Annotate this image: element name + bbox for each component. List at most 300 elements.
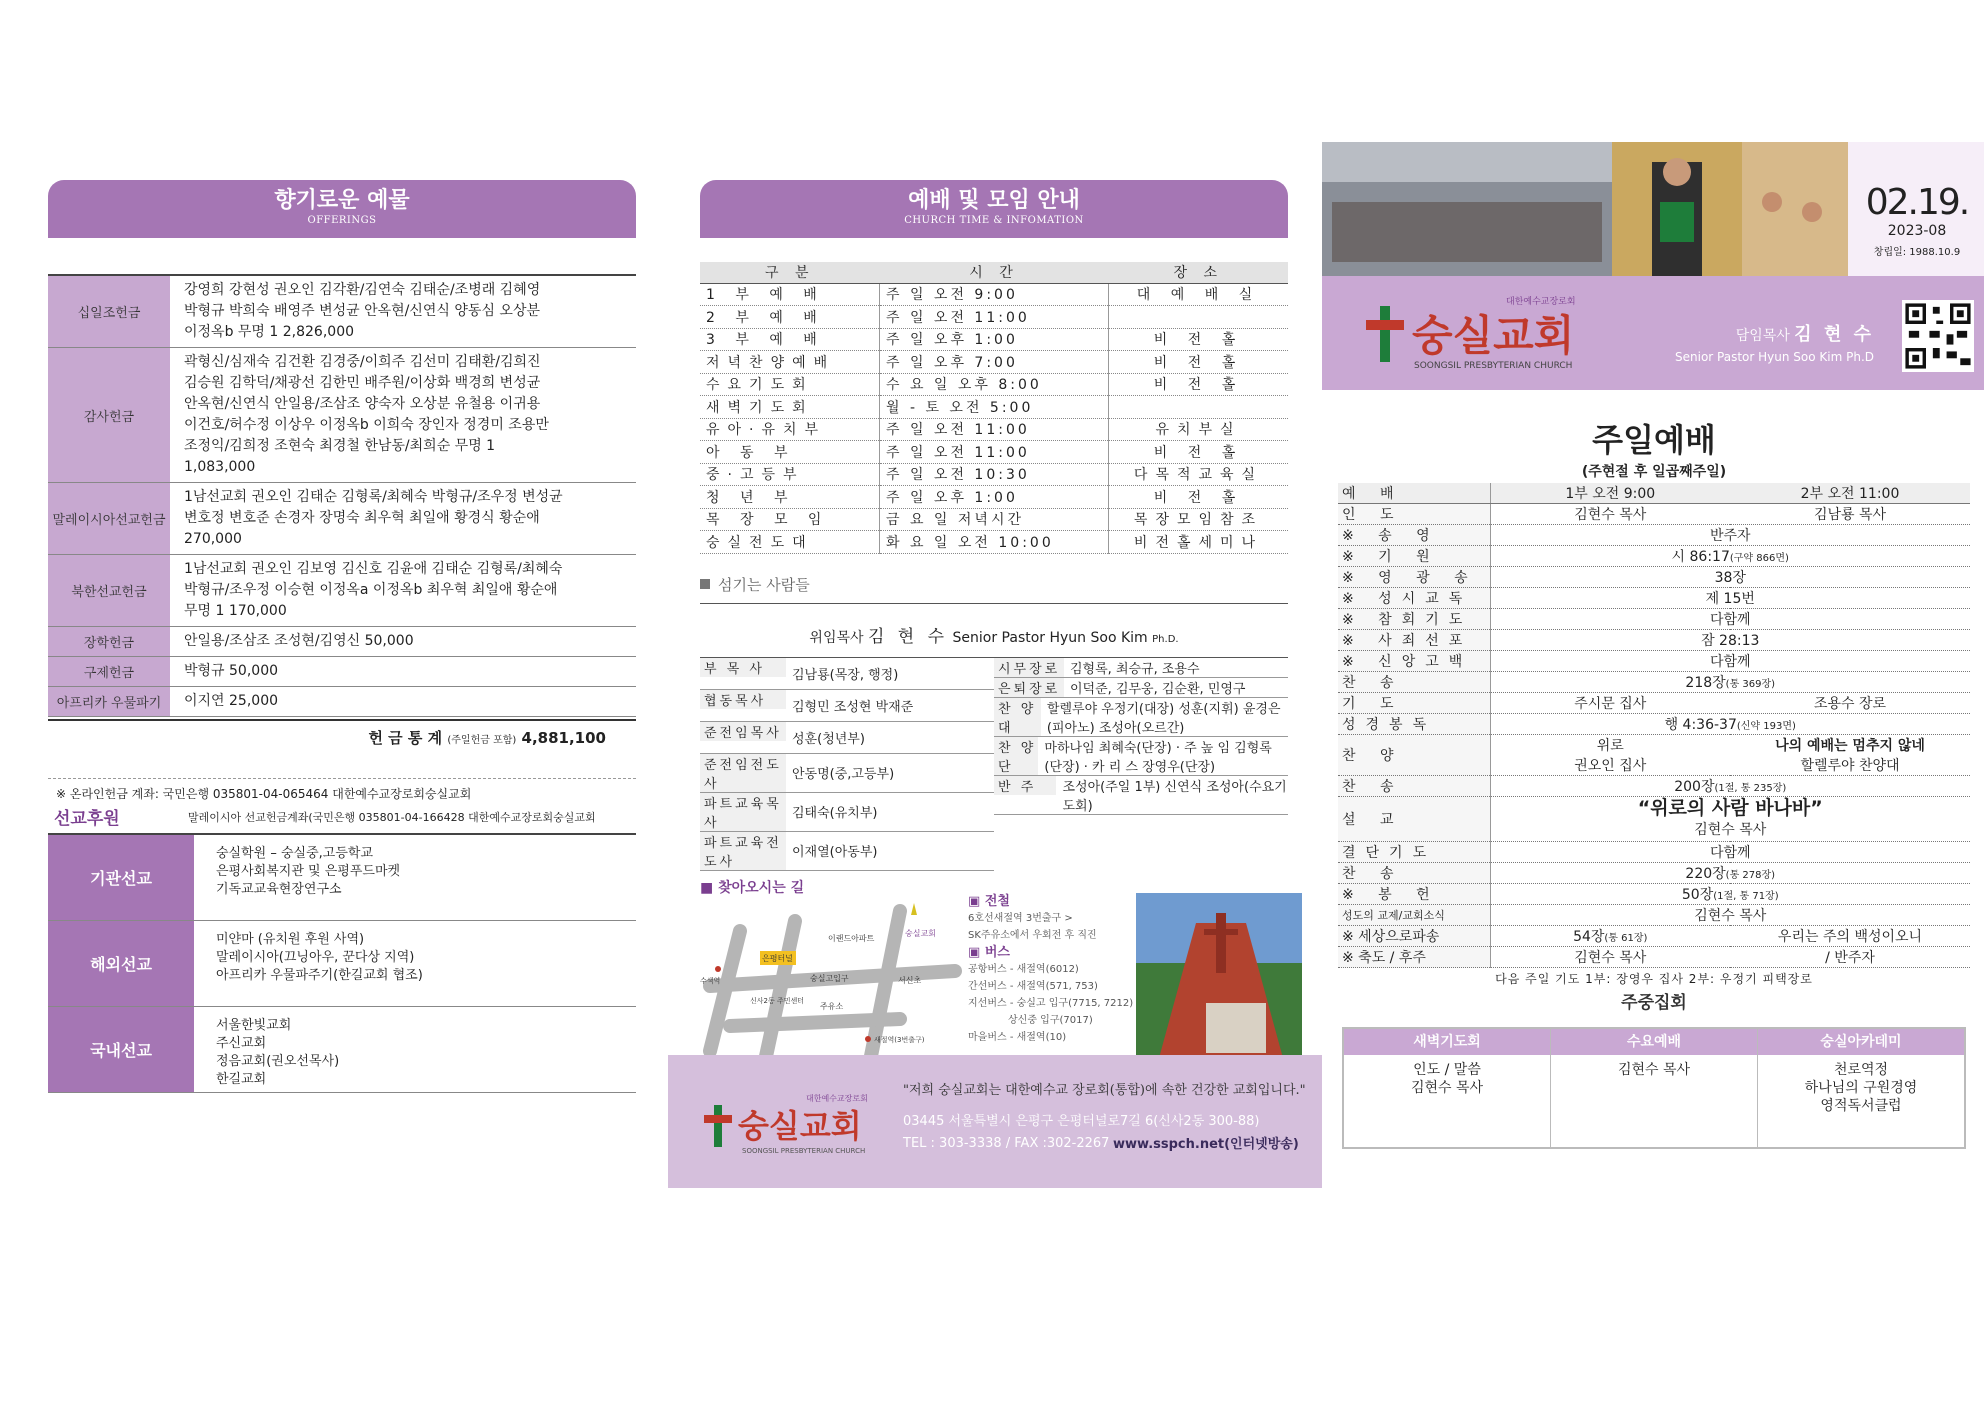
server-role: 은퇴장로 — [994, 678, 1064, 697]
offerings-title: 향기로운 예물 — [274, 188, 410, 213]
weekly-body — [1344, 1055, 1550, 1147]
mission-label: 기관선교 — [48, 835, 194, 920]
footer-quote: "저희 숭실교회는 대한예수교 장로회(통합)에 속한 건강한 교회입니다." — [903, 1083, 1306, 1098]
offering-names — [170, 555, 636, 626]
schedule-event: 저녁찬양예배 — [700, 351, 879, 374]
mission-list — [194, 835, 422, 920]
map-label: 새절역(3번출구) — [874, 1035, 925, 1044]
worship-value — [1490, 776, 1970, 797]
schedule-row — [700, 373, 1288, 396]
map-label: 수색역 — [700, 976, 721, 985]
servers-heading — [700, 574, 1288, 595]
offering-row — [48, 348, 636, 483]
offering-line: 270,000 — [184, 531, 242, 547]
schedule-place: 유치부실 — [1109, 418, 1288, 441]
anthem-first-service — [1490, 735, 1730, 776]
server-row — [994, 737, 1288, 776]
qr-code-icon[interactable] — [1902, 300, 1974, 372]
worship-value — [1490, 842, 1970, 863]
worship-second-service: 2부 오전 11:00 — [1730, 483, 1970, 504]
schedule-time: 화 요 일 오전 10:00 — [879, 531, 1108, 554]
offering-line: 박형규 50,000 — [184, 663, 279, 679]
offerings-table — [48, 274, 636, 717]
offering-row — [48, 657, 636, 687]
bus-line: 상신중 입구(7017) — [1008, 1014, 1093, 1026]
anthem-title: 나의 예배는 멈추지 않네 — [1775, 738, 1925, 754]
schedule-place: 비 전 홀 — [1109, 373, 1288, 396]
worship-item: 찬 송 — [1338, 776, 1490, 797]
worship-value — [1490, 672, 1970, 693]
server-role: 부 목 사 — [700, 658, 786, 677]
head-pastor — [1634, 320, 1874, 364]
mission-label: 해외선교 — [48, 921, 194, 1006]
map-diagram[interactable] — [700, 901, 965, 1071]
schedule-panel — [700, 180, 1288, 1081]
schedule-row — [700, 328, 1288, 351]
offering-line: 1남선교회 권오인 김태순 김형록/최혜숙 박형규/조우정 변성균 — [184, 489, 563, 505]
map-label: 주유소 — [820, 1001, 844, 1011]
map-label: 서신초 — [898, 975, 922, 985]
worship-value-note: (구약 866면) — [1729, 553, 1789, 564]
server-role: 찬 양 대 — [994, 698, 1041, 736]
offerings-subtitle: OFFERINGS — [307, 215, 377, 226]
weekly-line: 천로역정 — [1833, 1062, 1889, 1078]
worship-value — [1490, 884, 1970, 905]
schedule-place: 비 전 홀 — [1109, 328, 1288, 351]
worship-value-note: (1절, 통 71장) — [1713, 891, 1779, 902]
schedule-time: 주 일 오전 11:00 — [879, 418, 1108, 441]
weekly-line: 김현수 목사 — [1617, 1062, 1691, 1078]
online-account — [48, 778, 636, 829]
mission-table — [48, 833, 636, 1093]
worship-value-note: (신약 193면) — [1736, 721, 1796, 732]
mission-row — [48, 921, 636, 1007]
worship-value — [1490, 546, 1970, 567]
schedule-event: 목 장 모 임 — [700, 508, 879, 531]
server-role: 시무장로 — [994, 658, 1064, 677]
senior-pastor-name: 김 현 수 — [867, 626, 949, 647]
weekly-line: 인도 / 말씀 — [1413, 1062, 1481, 1078]
offering-label: 구제헌금 — [48, 657, 170, 686]
schedule-row — [700, 418, 1288, 441]
server-row — [994, 678, 1288, 698]
worship-value-text: 다함께 — [1709, 845, 1751, 861]
worship-value-text: 38장 — [1714, 570, 1746, 586]
worship-first-service: 주시문 집사 — [1490, 693, 1730, 714]
bus-title: ▣ 버스 — [968, 944, 1010, 960]
subway-line: SK주유소에서 우회전 후 직진 — [968, 929, 1097, 941]
offering-label: 말레이시아선교헌금 — [48, 483, 170, 554]
malaysia-account-line: 말레이시아 선교헌금계좌(국민은행 035801-04-166428 대한예수교장로회숭실교회 — [188, 810, 596, 824]
worship-item: ※ 축도 / 후주 — [1338, 947, 1490, 968]
server-role: 협동목사 — [700, 690, 786, 709]
worship-value-text: 잠 28:13 — [1701, 633, 1760, 649]
mission-item: 정음교회(권오선목사) — [216, 1054, 340, 1069]
worship-item: 찬 송 — [1338, 863, 1490, 884]
server-row — [700, 754, 994, 793]
worship-row — [1338, 546, 1970, 567]
schedule-place: 비 전 홀 — [1109, 441, 1288, 464]
weekly-header: 새벽기도회 — [1344, 1029, 1550, 1055]
worship-value — [1490, 905, 1970, 926]
worship-row — [1338, 483, 1970, 504]
offering-label: 장학헌금 — [48, 627, 170, 656]
bus-line: 공항버스 - 새절역(6012) — [968, 963, 1079, 975]
mission-item: 주신교회 — [216, 1036, 267, 1051]
schedule-banner — [700, 180, 1288, 238]
schedule-time: 주 일 오후 7:00 — [879, 351, 1108, 374]
worship-row — [1338, 905, 1970, 926]
offering-row — [48, 483, 636, 555]
worship-item: ※ 영 광 송 — [1338, 567, 1490, 588]
offering-line: 김승원 김학덕/채광선 김한민 배주원/이상화 백경희 변성균 — [184, 375, 541, 391]
worship-item: 성경봉독 — [1338, 714, 1490, 735]
mission-item: 숭실학원 – 숭실중,고등학교 — [216, 846, 374, 861]
worship-item: 기 도 — [1338, 693, 1490, 714]
online-account-line: ※ 온라인헌금 계좌: 국민은행 035801-04-065464 대한예수교장로회숭실교회 — [56, 787, 472, 801]
worship-value-text: 다함께 — [1709, 654, 1751, 670]
worship-value-text: 다함께 — [1709, 612, 1751, 628]
bus-line: 지선버스 - 숭실고 입구(7715, 7212) — [968, 997, 1134, 1009]
church-logo-en: SOONGSIL PRESBYTERIAN CHURCH — [1414, 361, 1573, 371]
worship-row — [1338, 842, 1970, 863]
worship-row — [1338, 651, 1970, 672]
worship-row — [1338, 714, 1970, 735]
schedule-place: 목장모임참조 — [1109, 508, 1288, 531]
worship-first-service: 김현수 목사 — [1490, 504, 1730, 525]
schedule-row — [700, 508, 1288, 531]
offering-label: 아프리카 우물파기 — [48, 687, 170, 716]
worship-item: ※ 신앙고백 — [1338, 651, 1490, 672]
church-header — [1322, 142, 1984, 390]
church-main-logo-icon — [1366, 292, 1606, 372]
church-logo-icon — [704, 1087, 894, 1157]
mission-row — [48, 835, 636, 921]
subway-line: 6호선새절역 3번출구 > — [968, 912, 1073, 924]
square-bullet-icon — [700, 579, 710, 589]
footer-website-link[interactable]: www.sspch.net(인터넷방송) — [1113, 1137, 1299, 1152]
offering-names — [170, 348, 636, 482]
schedule-event: 1 부 예 배 — [700, 283, 879, 306]
server-role: 파트교육목사 — [700, 793, 786, 831]
schedule-header: 구 분 — [700, 262, 879, 283]
offering-line: 이정옥b 무명 1 2,826,000 — [184, 324, 355, 340]
anthem-title: 위로 — [1596, 738, 1624, 754]
offering-names — [170, 657, 636, 686]
schedule-header: 장 소 — [1109, 262, 1288, 283]
offering-line: 이지연 25,000 — [184, 693, 279, 709]
worship-row — [1338, 735, 1970, 776]
worship-value-note: (통 278장) — [1725, 870, 1776, 881]
pastor-name: 김 현 수 — [1794, 324, 1874, 345]
footer-address-line: 03445 서울특별시 은평구 은평터널로7길 6(신사2동 300-88) — [903, 1114, 1260, 1129]
schedule-time: 금 요 일 저녁시간 — [879, 508, 1108, 531]
offering-line: 안옥현/신연식 안일용/조삼조 양숙자 오상분 유철용 이귀용 — [184, 396, 541, 412]
schedule-place: 비전홀세미나 — [1109, 531, 1288, 554]
offerings-total-label: 헌 금 통 계 — [368, 729, 443, 747]
mission-item: 은평사회복지관 및 은평푸드마켓 — [216, 864, 401, 879]
schedule-table — [700, 262, 1288, 554]
weekly-line: 영적독서클럽 — [1820, 1098, 1902, 1114]
worship-item: 성도의 교제/교회소식 — [1338, 905, 1490, 926]
mission-row — [48, 1007, 636, 1093]
worship-item: 찬 양 — [1338, 735, 1490, 776]
offering-line: 1,083,000 — [184, 459, 256, 475]
worship-value — [1490, 588, 1970, 609]
church-logo-name: 숭실교회 — [1412, 311, 1575, 360]
schedule-event: 아 동 부 — [700, 441, 879, 464]
worship-value — [1490, 525, 1970, 546]
server-row — [700, 690, 994, 722]
station-icon — [715, 966, 721, 972]
schedule-place — [1109, 306, 1288, 329]
schedule-row — [700, 531, 1288, 554]
worship-row — [1338, 504, 1970, 525]
senior-pastor-en: Senior Pastor Hyun Soo Kim — [952, 629, 1148, 646]
schedule-event: 3 부 예 배 — [700, 328, 879, 351]
sending-hymn-title: 우리는 주의 백성이오니 — [1730, 926, 1970, 947]
schedule-place: 비 전 홀 — [1109, 351, 1288, 374]
worship-item: ※ 사죄선포 — [1338, 630, 1490, 651]
anthem-second-service — [1730, 735, 1970, 776]
server-name: 마하나임 최혜숙(단장) · 주 높 임 김형록(단장) · 카 리 스 장영우(단장) — [1044, 740, 1272, 775]
server-role: 준전임전도사 — [700, 754, 786, 792]
schedule-row — [700, 396, 1288, 419]
worship-title: 주일예배 — [1592, 421, 1716, 459]
offering-line: 곽형신/심재숙 김건환 김경중/이희주 김선미 김태환/김희진 — [184, 354, 541, 370]
schedule-time: 주 일 오전 11:00 — [879, 441, 1108, 464]
worship-row — [1338, 525, 1970, 546]
server-row — [994, 658, 1288, 678]
church-building-photo — [1136, 893, 1302, 1069]
servers-right-column — [994, 658, 1288, 871]
server-name: 김형록, 최승규, 조용수 — [1070, 661, 1200, 677]
weekly-line: 김현수 목사 — [1410, 1080, 1484, 1096]
schedule-event: 숭실전도대 — [700, 531, 879, 554]
worship-value-text: 반주자 — [1709, 528, 1751, 544]
offering-row — [48, 555, 636, 627]
weekly-column — [1344, 1029, 1551, 1147]
offering-label: 십일조헌금 — [48, 276, 170, 347]
worship-row — [1338, 567, 1970, 588]
schedule-row — [700, 283, 1288, 306]
schedule-subtitle: CHURCH TIME & INFOMATION — [904, 215, 1084, 226]
server-row — [994, 698, 1288, 737]
server-row — [700, 722, 994, 754]
worship-value-text: 218장 — [1685, 675, 1726, 691]
worship-order — [1338, 415, 1970, 987]
offering-line: 무명 1 170,000 — [184, 603, 287, 619]
worship-second-service: 김남룡 목사 — [1730, 504, 1970, 525]
server-row — [700, 793, 994, 832]
schedule-event: 2 부 예 배 — [700, 306, 879, 329]
map-label: 숭실고입구 — [810, 973, 849, 983]
server-role: 반 주 — [994, 776, 1056, 795]
weekly-column — [1551, 1029, 1758, 1147]
schedule-event: 새벽기도회 — [700, 396, 879, 419]
server-role: 파트교육전도사 — [700, 832, 786, 870]
map-label: 이랜드아파트 — [828, 933, 875, 943]
worship-value-text: 행 4:36-37 — [1664, 717, 1737, 733]
offering-line: 이건호/허수정 이상우 이정옥b 이희숙 장인자 정경미 조용만 — [184, 417, 549, 433]
server-name: 성훈(청년부) — [792, 731, 865, 747]
worship-value — [1490, 651, 1970, 672]
bulletin-issue: 2023-08 — [1887, 223, 1947, 239]
worship-subtitle: (주현절 후 일곱째주일) — [1581, 464, 1727, 480]
offering-line: 강영희 강현성 권오인 김각환/김연숙 김태순/조병래 김혜영 — [184, 282, 541, 298]
worship-item: ※ 성시교독 — [1338, 588, 1490, 609]
worship-value-note: (통 369장) — [1725, 679, 1776, 690]
worship-value — [1490, 567, 1970, 588]
offerings-banner — [48, 180, 636, 238]
schedule-row — [700, 486, 1288, 509]
offerings-total-value: 4,881,100 — [521, 729, 606, 747]
worship-item: ※ 송 영 — [1338, 525, 1490, 546]
server-name: 이재열(아동부) — [792, 845, 878, 860]
server-name: 김형민 조성현 박재준 — [792, 699, 914, 715]
next-week-prayer: 다음 주일 기도 1부: 장영우 집사 2부: 우정기 피택장로 — [1495, 972, 1813, 986]
schedule-header: 시 간 — [879, 262, 1108, 283]
weekly-gatherings — [1342, 988, 1966, 1149]
weekly-line: 하나님의 구원경영 — [1804, 1080, 1918, 1096]
schedule-place — [1109, 396, 1288, 419]
worship-item: 예 배 — [1338, 483, 1490, 504]
offerings-total — [48, 719, 636, 748]
transport-info — [968, 893, 1138, 1046]
schedule-event: 유아·유치부 — [700, 418, 879, 441]
worship-value-text: 50장 — [1681, 887, 1714, 903]
schedule-event: 수요기도회 — [700, 373, 879, 396]
anthem-performer: 할렐루야 찬양대 — [1800, 758, 1900, 774]
worship-value-text: 김현수 목사 — [1694, 908, 1767, 924]
offering-row — [48, 276, 636, 348]
founded-date: 창립일: 1988.10.9 — [1873, 247, 1961, 258]
schedule-place: 대 예 배 실 — [1109, 283, 1288, 306]
weekly-header: 수요예배 — [1551, 1029, 1757, 1055]
schedule-place: 비 전 홀 — [1109, 486, 1288, 509]
worship-item: ※ 기 원 — [1338, 546, 1490, 567]
offering-line: 조정익/김희정 조현숙 최경철 한남동/최희순 무명 1 — [184, 438, 496, 454]
server-name: 김태숙(유치부) — [792, 806, 878, 821]
servers-left-column — [700, 658, 994, 871]
server-name: 조성아(주일 1부) 신연식 조성아(수요기도회) — [1062, 779, 1287, 814]
offering-names — [170, 276, 636, 347]
schedule-time: 주 일 오전 11:00 — [879, 306, 1108, 329]
footer-tel: TEL : 303-3338 / FAX :302-2267 — [903, 1136, 1110, 1151]
pastor-en: Senior Pastor Hyun Soo Kim Ph.D — [1675, 350, 1874, 364]
worship-item: 설 교 — [1338, 797, 1490, 842]
church-logo-en: SOONGSIL PRESBYTERIAN CHURCH — [742, 1147, 866, 1155]
church-logo-denomination: 대한예수교장로회 — [806, 1094, 868, 1103]
worship-item: ※ 참회기도 — [1338, 609, 1490, 630]
mission-item: 서울한빛교회 — [216, 1018, 292, 1033]
sending-hymn-number: 54장 — [1573, 929, 1605, 945]
sermon-preacher: 김현수 목사 — [1694, 822, 1767, 838]
worship-second-service: 조용수 장로 — [1730, 693, 1970, 714]
congregation-photos — [1322, 142, 1848, 276]
sermon-title: “위로의 사람 바나바” — [1637, 797, 1823, 819]
bulletin-date: 02.19. — [1865, 182, 1969, 223]
subway-title: ▣ 전철 — [968, 893, 1010, 909]
weekly-title: 주중집회 — [1621, 993, 1687, 1013]
worship-value — [1490, 714, 1970, 735]
senior-pastor-label: 위임목사 — [809, 629, 864, 646]
weekly-body — [1551, 1055, 1757, 1147]
worship-row — [1338, 926, 1970, 947]
worship-order-table — [1338, 483, 1970, 968]
schedule-row — [700, 463, 1288, 486]
worship-row — [1338, 884, 1970, 905]
schedule-event: 중·고등부 — [700, 463, 879, 486]
offering-line: 1남선교회 권오인 김보영 김신호 김윤애 김태순 김형록/최혜숙 — [184, 561, 563, 577]
offering-label: 북한선교헌금 — [48, 555, 170, 626]
schedule-time: 주 일 오전 9:00 — [879, 283, 1108, 306]
sending-hymn — [1490, 926, 1730, 947]
mission-item: 기독교교육현장연구소 — [216, 882, 342, 897]
sending-hymn-note: (통 61장) — [1604, 933, 1648, 944]
mission-item: 한길교회 — [216, 1072, 267, 1087]
server-name: 김남룡(목장, 행정) — [792, 667, 899, 683]
worship-item: ※ 세상으로파송 — [1338, 926, 1490, 947]
offering-line: 변호정 변호준 손경자 장명숙 최우혁 최일애 황경식 황순애 — [184, 510, 540, 526]
worship-value — [1490, 609, 1970, 630]
mission-item: 아프리카 우물파주기(한길교회 협조) — [216, 968, 423, 983]
schedule-title: 예배 및 모임 안내 — [908, 188, 1080, 213]
offering-names — [170, 627, 636, 656]
server-name: 안동명(중,고등부) — [792, 767, 895, 782]
mission-list — [194, 921, 445, 1006]
offering-line: 박형규 박희숙 배영주 변성균 안옥현/신연식 양동심 오상분 — [184, 303, 540, 319]
station-icon — [865, 1036, 871, 1042]
church-logo-denomination: 대한예수교장로회 — [1506, 297, 1576, 307]
server-role: 준전임목사 — [700, 722, 786, 741]
server-name: 이덕준, 김무웅, 김순환, 민영구 — [1070, 681, 1246, 697]
offerings-total-note: (주일헌금 포함) — [447, 735, 517, 746]
schedule-time: 월 - 토 오전 5:00 — [879, 396, 1108, 419]
map-label: 숭실교회 — [905, 928, 936, 938]
schedule-time: 주 일 오후 1:00 — [879, 328, 1108, 351]
church-marker-icon — [911, 903, 917, 915]
weekly-column — [1758, 1029, 1964, 1147]
worship-item: 인 도 — [1338, 504, 1490, 525]
schedule-row — [700, 351, 1288, 374]
worship-first-service: 1부 오전 9:00 — [1490, 483, 1730, 504]
date-box — [1848, 142, 1984, 276]
offering-names — [170, 483, 636, 554]
server-role: 찬 양 단 — [994, 737, 1038, 775]
mission-item: 말레이시아(끄닝아우, 꾼다상 지역) — [216, 950, 415, 965]
worship-row — [1338, 630, 1970, 651]
offering-line: 박형규/조우정 이승현 이정옥a 이정옥b 최우혁 최일애 황순애 — [184, 582, 558, 598]
map-label: 신사2동 주민센터 — [750, 996, 805, 1005]
weekly-body — [1758, 1055, 1964, 1147]
anthem-performer: 권오인 집사 — [1574, 758, 1647, 774]
benediction-pastor: 김현수 목사 — [1490, 947, 1730, 968]
server-name: 할렐루야 우정기(대장) 성훈(지휘) 윤경은(피아노) 조성아(오르간) — [1046, 701, 1281, 736]
mission-label: 국내선교 — [48, 1007, 194, 1092]
worship-value-text: 220장 — [1685, 866, 1726, 882]
mission-title: 선교후원 — [54, 809, 120, 829]
servers-section — [700, 603, 1288, 871]
bus-line: 간선버스 - 새절역(571, 753) — [968, 980, 1098, 992]
worship-row — [1338, 693, 1970, 714]
church-footer — [668, 1055, 1322, 1188]
offering-line: 안일용/조삼조 조성현/김영신 50,000 — [184, 633, 414, 649]
offerings-panel — [48, 180, 636, 1093]
worship-item: 결단기도 — [1338, 842, 1490, 863]
directions-area — [700, 893, 1288, 1081]
server-row — [994, 776, 1288, 815]
